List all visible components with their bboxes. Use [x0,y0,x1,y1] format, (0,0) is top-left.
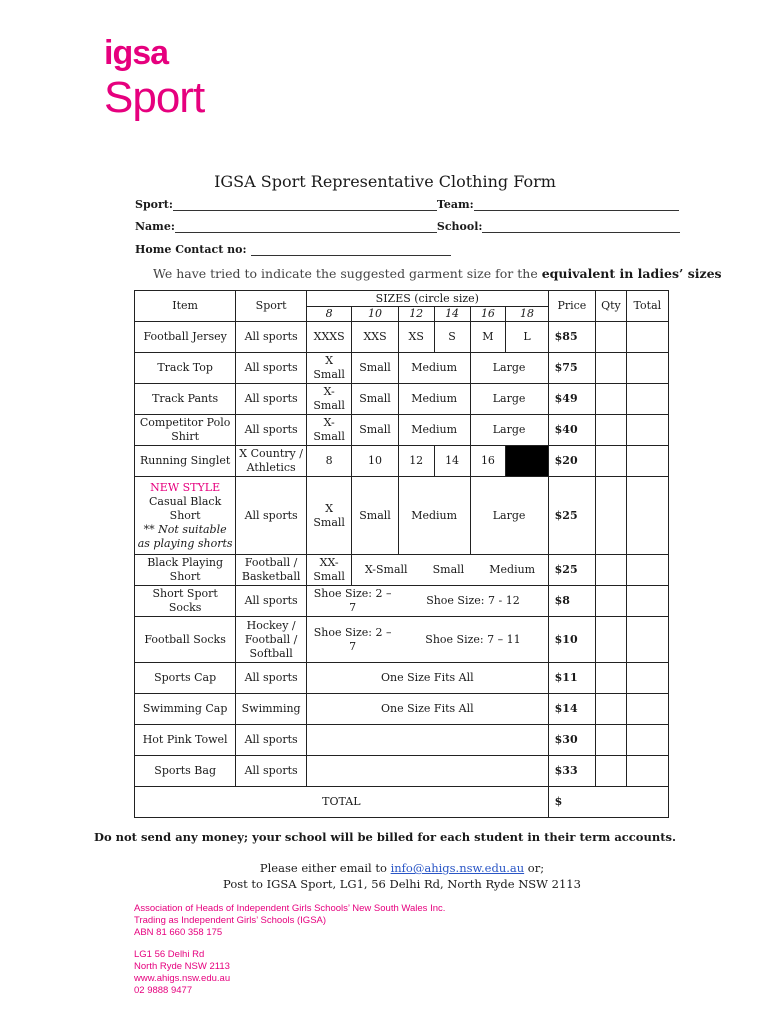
contact-info [0,860,770,892]
item-note: ** Not suitable as playing shorts [137,522,233,550]
igsa-sport-logo [104,34,204,122]
total-cell[interactable] [626,663,668,694]
size-number: 8 [306,307,351,322]
sport-label: Sport: [135,198,173,211]
footer-abn: ABN 81 660 358 175 [134,927,223,938]
table-row [135,477,669,555]
table-row [135,555,669,586]
size-option[interactable]: L [506,322,548,353]
qty-cell[interactable] [596,384,627,415]
qty-cell[interactable] [596,617,627,663]
size-option[interactable]: Large [470,477,548,555]
item-price: $14 [548,694,595,725]
size-option[interactable]: M [470,322,506,353]
item-name: Track Pants [135,384,236,415]
header-sport: Sport [236,291,307,322]
size-intro: We have tried to indicate the suggested garment size for the equivalent in ladies’ sizes [153,266,722,281]
name-label: Name: [135,220,175,233]
item-sport: Swimming [236,694,307,725]
table-row [135,586,669,617]
footer [134,903,445,997]
grand-total-field[interactable]: $ [548,787,668,818]
total-cell[interactable] [626,725,668,756]
size-option[interactable]: Medium [489,563,536,576]
item-price: $33 [548,756,595,787]
total-cell[interactable] [626,617,668,663]
size-number: 16 [470,307,506,322]
table-row [135,694,669,725]
size-option[interactable]: Shoe Size: 2 – 7 [306,617,398,663]
unavailable-size-cell [506,446,548,477]
item-name: Sports Bag [135,756,236,787]
item-price: $8 [548,586,595,617]
logo-igsa: igsa [104,34,169,72]
header-sizes: SIZES (circle size) [306,291,548,307]
size-option[interactable]: X Small [306,353,351,384]
home-contact-field[interactable] [251,243,451,256]
item-name: Swimming Cap [135,694,236,725]
table-row [135,663,669,694]
item-price: $40 [548,415,595,446]
size-option[interactable]: Large [470,384,548,415]
item-price: $30 [548,725,595,756]
size-number: 12 [398,307,434,322]
size-options-group [352,555,548,586]
intro-emphasis: equivalent in ladies’ sizes [541,266,722,281]
table-row [135,353,669,384]
total-cell[interactable] [626,586,668,617]
table-row [135,756,669,787]
size-empty-cell [306,756,548,787]
size-option[interactable]: XXXS [306,322,351,353]
total-cell[interactable] [626,384,668,415]
item-price: $85 [548,322,595,353]
size-option[interactable]: XX-Small [306,555,351,586]
item-price: $10 [548,617,595,663]
item-sport: All sports [236,663,307,694]
item-sport: All sports [236,586,307,617]
item-sport: All sports [236,384,307,415]
item-name: Competitor Polo Shirt [135,415,236,446]
item-name: Track Top [135,353,236,384]
size-number: 18 [506,307,548,322]
size-option[interactable]: X-Small [306,415,351,446]
size-number: 14 [434,307,470,322]
size-option[interactable]: Shoe Size: 2 – 7 [306,586,398,617]
school-field[interactable] [482,220,680,233]
size-option[interactable]: Small [352,477,398,555]
item-sport: All sports [236,415,307,446]
total-cell[interactable] [626,756,668,787]
size-option[interactable]: Medium [398,477,470,555]
table-row [135,617,669,663]
size-option[interactable]: One Size Fits All [306,694,548,725]
item-name: Casual Black Short [149,494,222,522]
total-cell[interactable] [626,477,668,555]
qty-cell[interactable] [596,756,627,787]
size-empty-cell [306,725,548,756]
header-qty: Qty [596,291,627,322]
qty-cell[interactable] [596,555,627,586]
size-option[interactable]: X-Small [364,563,408,576]
item-name: Hot Pink Towel [135,725,236,756]
item-name-cell [135,477,236,555]
item-sport: All sports [236,725,307,756]
sport-team-row [135,198,679,211]
item-price: $25 [548,477,595,555]
item-sport: Hockey / Football / Softball [236,617,307,663]
item-name: Black Playing Short [135,555,236,586]
item-price: $20 [548,446,595,477]
item-price: $49 [548,384,595,415]
header-total: Total [626,291,668,322]
size-option[interactable]: Small [352,353,398,384]
size-option[interactable]: XS [398,322,434,353]
table-row [135,322,669,353]
total-cell[interactable] [626,415,668,446]
item-sport: All sports [236,353,307,384]
size-option[interactable]: Small [352,384,398,415]
footer-phone: 02 9888 9477 [134,985,193,996]
footer-line: Trading as Independent Girls’ Schools (IGSA) [134,915,327,926]
size-option[interactable]: Medium [398,384,470,415]
size-option[interactable]: 16 [470,446,506,477]
qty-cell[interactable] [596,663,627,694]
name-school-row [135,220,680,233]
home-contact-row [135,243,451,256]
size-option[interactable]: S [434,322,470,353]
item-price: $25 [548,555,595,586]
footer-line: Association of Heads of Independent Girls Schools’ New South Wales Inc. [134,903,446,914]
header-item: Item [135,291,236,322]
header-price: Price [548,291,595,322]
clothing-order-table [134,290,669,818]
item-name: Running Singlet [135,446,236,477]
table-header-row [135,291,669,307]
name-field[interactable] [175,220,437,233]
sport-field[interactable] [173,198,437,211]
total-label: TOTAL [135,787,549,818]
table-row [135,446,669,477]
total-cell[interactable] [626,322,668,353]
total-cell[interactable] [626,353,668,384]
item-name: Football Socks [135,617,236,663]
item-price: $11 [548,663,595,694]
size-option[interactable]: Medium [398,353,470,384]
qty-cell[interactable] [596,446,627,477]
qty-cell[interactable] [596,725,627,756]
size-option[interactable]: Large [470,353,548,384]
table-row [135,415,669,446]
email-line: Please either email to info@ahigs.nsw.edu.au or; [259,861,545,875]
qty-cell[interactable] [596,415,627,446]
footer-website[interactable]: www.ahigs.nsw.edu.au [134,973,231,984]
item-sport: All sports [236,756,307,787]
qty-cell[interactable] [596,353,627,384]
size-option[interactable]: Small [352,415,398,446]
email-link[interactable]: info@ahigs.nsw.edu.au [390,861,525,875]
size-option[interactable]: 8 [306,446,351,477]
size-option[interactable]: X-Small [306,384,351,415]
item-sport: Football / Basketball [236,555,307,586]
size-option[interactable]: 10 [352,446,398,477]
postal-line: Post to IGSA Sport, LG1, 56 Delhi Rd, North Ryde NSW 2113 [223,877,581,891]
item-sport: All sports [236,322,307,353]
size-option[interactable]: X Small [306,477,351,555]
school-label: School: [436,220,483,233]
logo-sport: Sport [104,73,205,122]
qty-cell[interactable] [596,586,627,617]
total-cell[interactable] [626,446,668,477]
qty-cell[interactable] [596,322,627,353]
form-title: IGSA Sport Representative Clothing Form [214,172,556,191]
size-option[interactable]: One Size Fits All [306,663,548,694]
size-option[interactable]: Medium [398,415,470,446]
size-option[interactable]: XXS [352,322,398,353]
home-contact-label: Home Contact no: [135,243,247,256]
item-name: Short Sport Socks [135,586,236,617]
qty-cell[interactable] [596,694,627,725]
item-name: Football Jersey [135,322,236,353]
size-option[interactable]: Small [432,563,465,576]
size-option[interactable]: 12 [398,446,434,477]
qty-cell[interactable] [596,477,627,555]
total-cell[interactable] [626,555,668,586]
footer-address: LG1 56 Delhi Rd [134,949,205,960]
size-option[interactable]: Shoe Size: 7 – 11 [398,617,548,663]
item-sport: All sports [236,477,307,555]
total-row [135,787,669,818]
new-style-label: NEW STYLE [150,480,221,494]
footer-address: North Ryde NSW 2113 [134,961,230,972]
item-price: $75 [548,353,595,384]
size-option[interactable]: Shoe Size: 7 - 12 [398,586,548,617]
table-row [135,725,669,756]
team-label: Team: [436,198,474,211]
team-field[interactable] [474,198,679,211]
size-option[interactable]: 14 [434,446,470,477]
table-row [135,384,669,415]
item-name: Sports Cap [135,663,236,694]
total-cell[interactable] [626,694,668,725]
billing-note: Do not send any money; your school will be billed for each student in their term accounts. [94,830,676,844]
size-option[interactable]: Large [470,415,548,446]
size-number: 10 [352,307,398,322]
item-sport: X Country / Athletics [236,446,307,477]
